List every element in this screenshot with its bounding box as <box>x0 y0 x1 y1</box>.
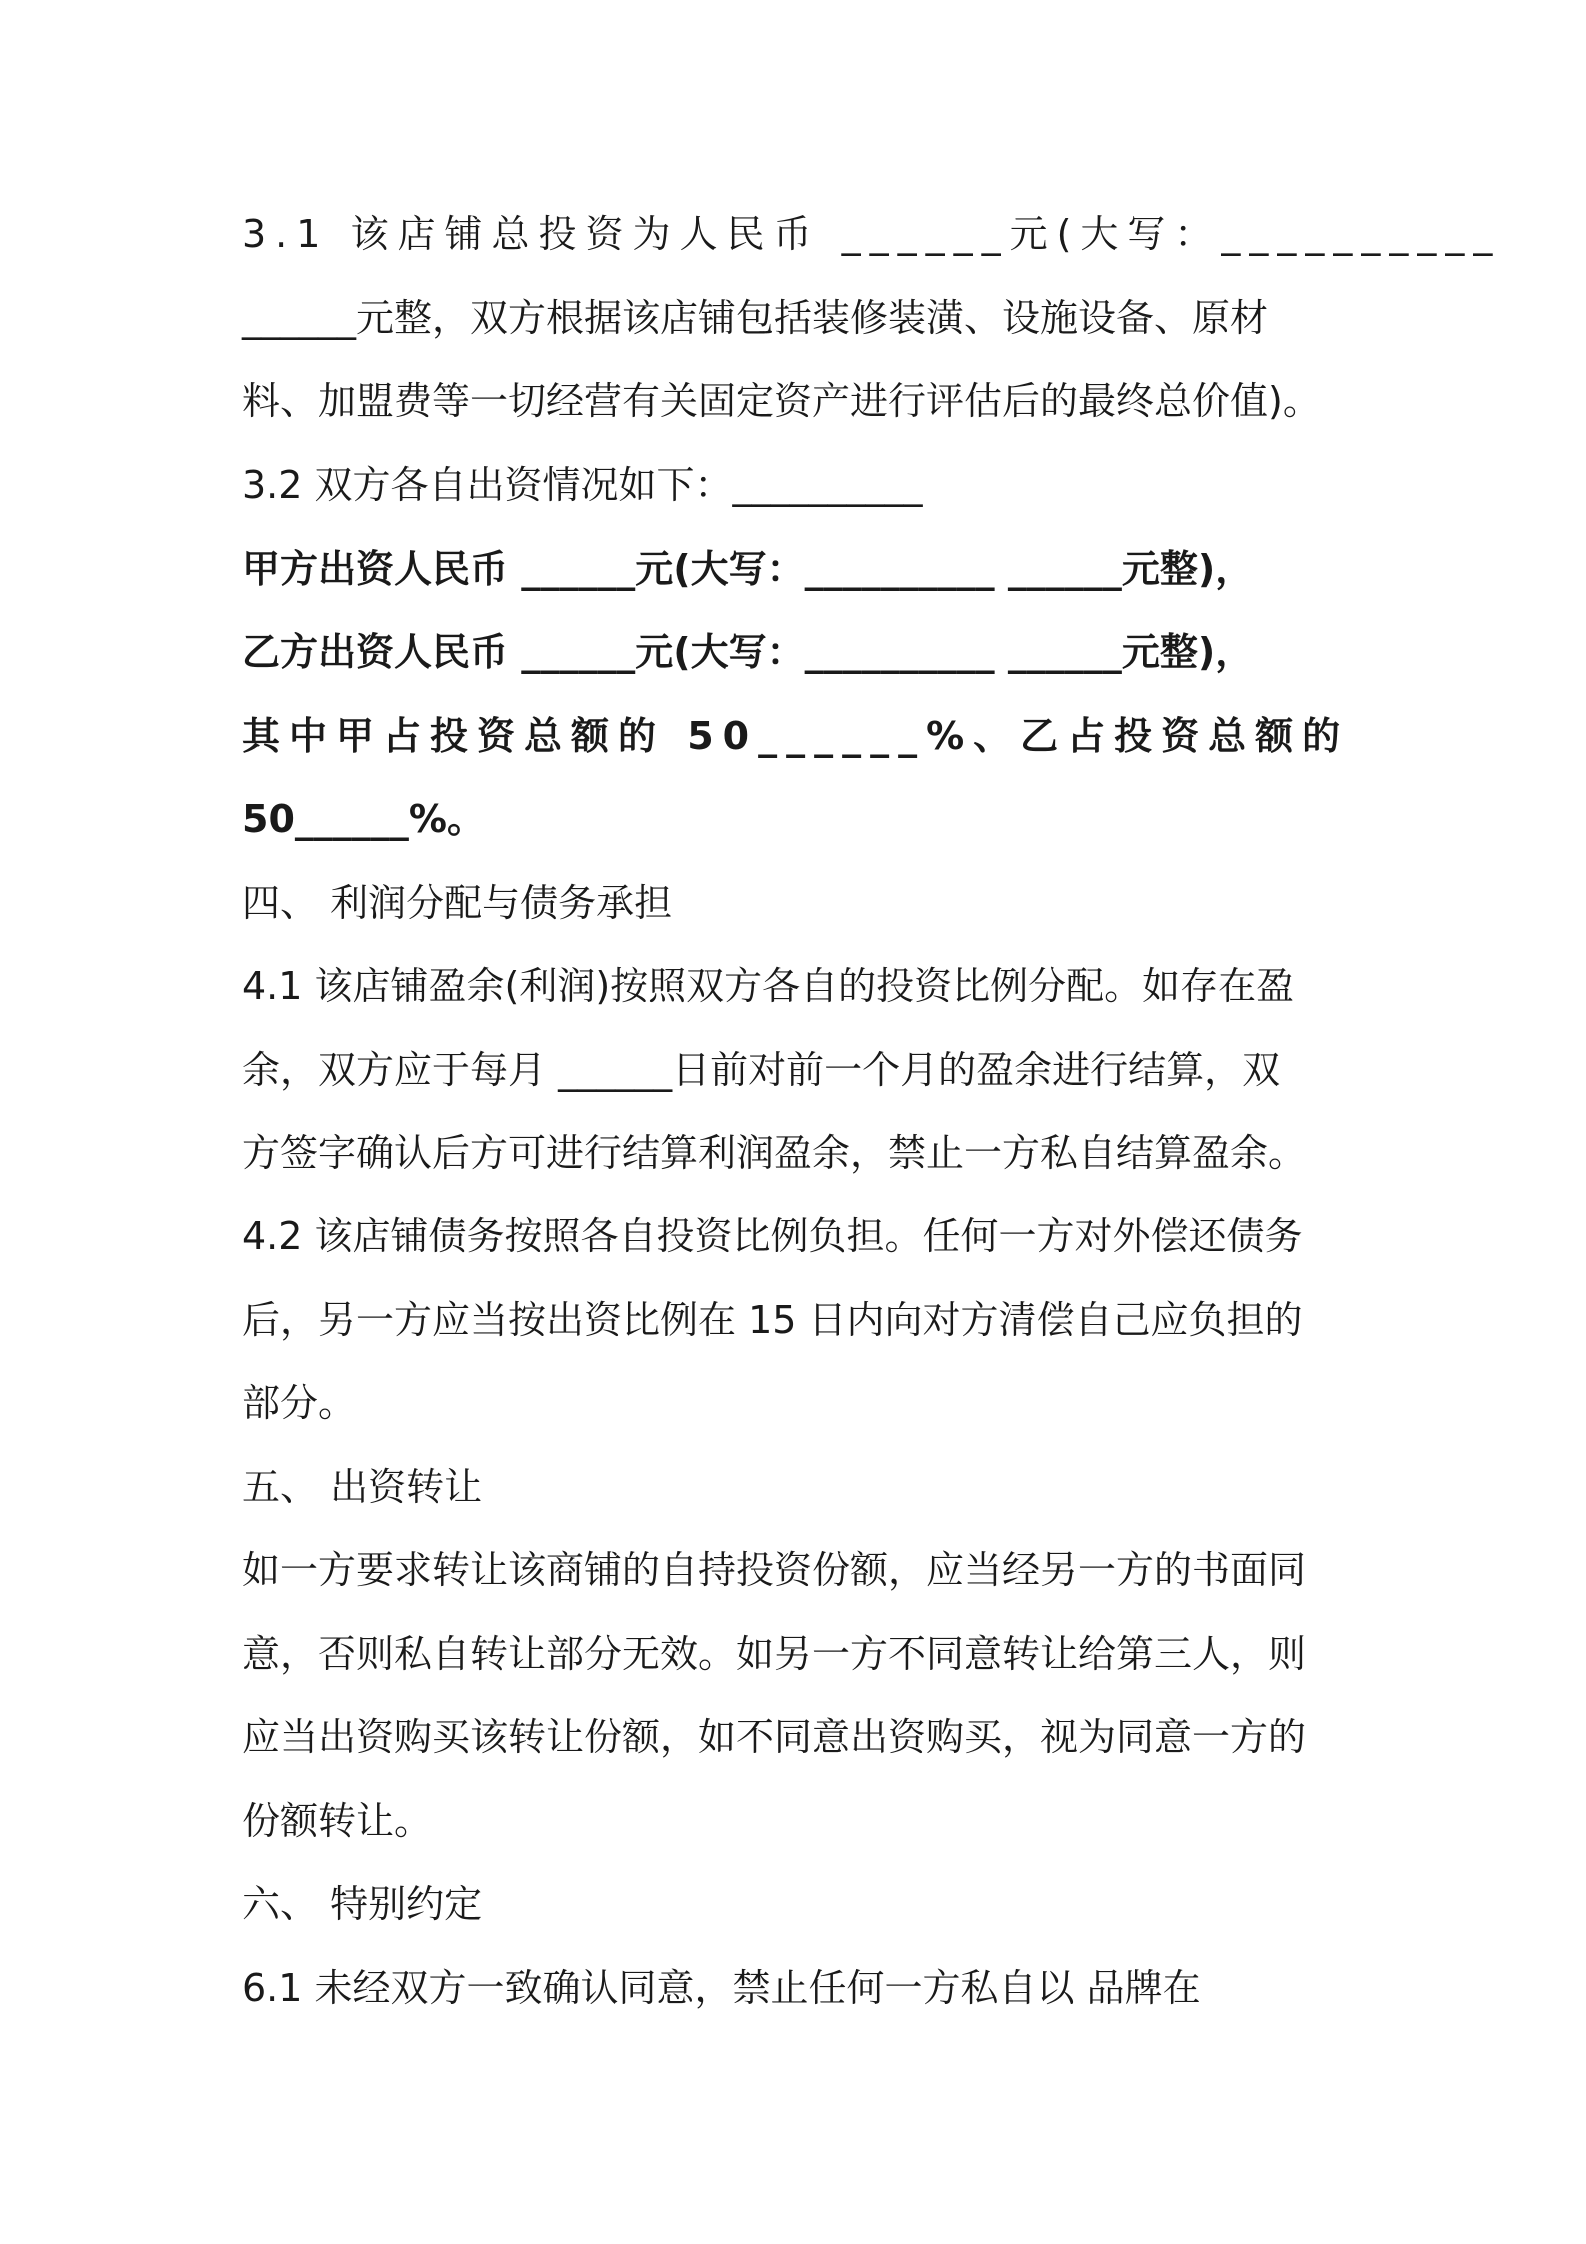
clause-3-1-line-2: ______元整，双方根据该店铺包括装修装潢、设施设备、原材 <box>242 296 1269 340</box>
ratio-line-2: 50______%。 <box>242 797 485 841</box>
clause-4-2-line-2: 后，另一方应当按出资比例在 15 日内向对方清偿自己应负担的 <box>242 1298 1303 1342</box>
section-5-line-3: 应当出资购买该转让份额，如不同意出资购买，视为同意一方的 <box>242 1715 1307 1759</box>
clause-6-1-line-1: 6.1 未经双方一致确认同意，禁止任何一方私自以 品牌在 <box>242 1966 1201 2010</box>
clause-4-2-line-3: 部分。 <box>242 1381 357 1425</box>
clause-3-2-line: 3.2 双方各自出资情况如下：__________ <box>242 463 923 507</box>
section-5-heading: 五、 出资转让 <box>242 1465 483 1509</box>
party-b-contribution-line: 乙方出资人民币 ______元(大写：__________ ______元整)， <box>242 630 1254 674</box>
party-a-contribution-line: 甲方出资人民币 ______元(大写：__________ ______元整)， <box>242 547 1254 591</box>
section-5-line-4: 份额转让。 <box>242 1799 433 1843</box>
section-5-line-1: 如一方要求转让该商铺的自持投资份额，应当经另一方的书面同 <box>242 1548 1307 1592</box>
clause-3-1-line-3: 料、加盟费等一切经营有关固定资产进行评估后的最终总价值)。 <box>242 379 1321 423</box>
section-5-line-2: 意，否则私自转让部分无效。如另一方不同意转让给第三人，则 <box>242 1632 1307 1676</box>
clause-4-1-line-1: 4.1 该店铺盈余(利润)按照双方各自的投资比例分配。如存在盈 <box>242 964 1295 1008</box>
section-4-heading: 四、 利润分配与债务承担 <box>242 881 673 925</box>
clause-4-1-line-3: 方签字确认后方可进行结算利润盈余，禁止一方私自结算盈余。 <box>242 1131 1307 1175</box>
clause-3-1-line-1: 3.1 该店铺总投资为人民币 ______元(大写：__________ <box>242 212 1502 256</box>
clause-4-2-line-1: 4.2 该店铺债务按照各自投资比例负担。任何一方对外偿还债务 <box>242 1214 1303 1258</box>
ratio-line-1: 其中甲占投资总额的 50______%、乙占投资总额的 <box>242 714 1350 758</box>
section-6-heading: 六、 特别约定 <box>242 1882 483 1926</box>
clause-4-1-line-2: 余，双方应于每月 ______日前对前一个月的盈余进行结算，双 <box>242 1048 1281 1092</box>
